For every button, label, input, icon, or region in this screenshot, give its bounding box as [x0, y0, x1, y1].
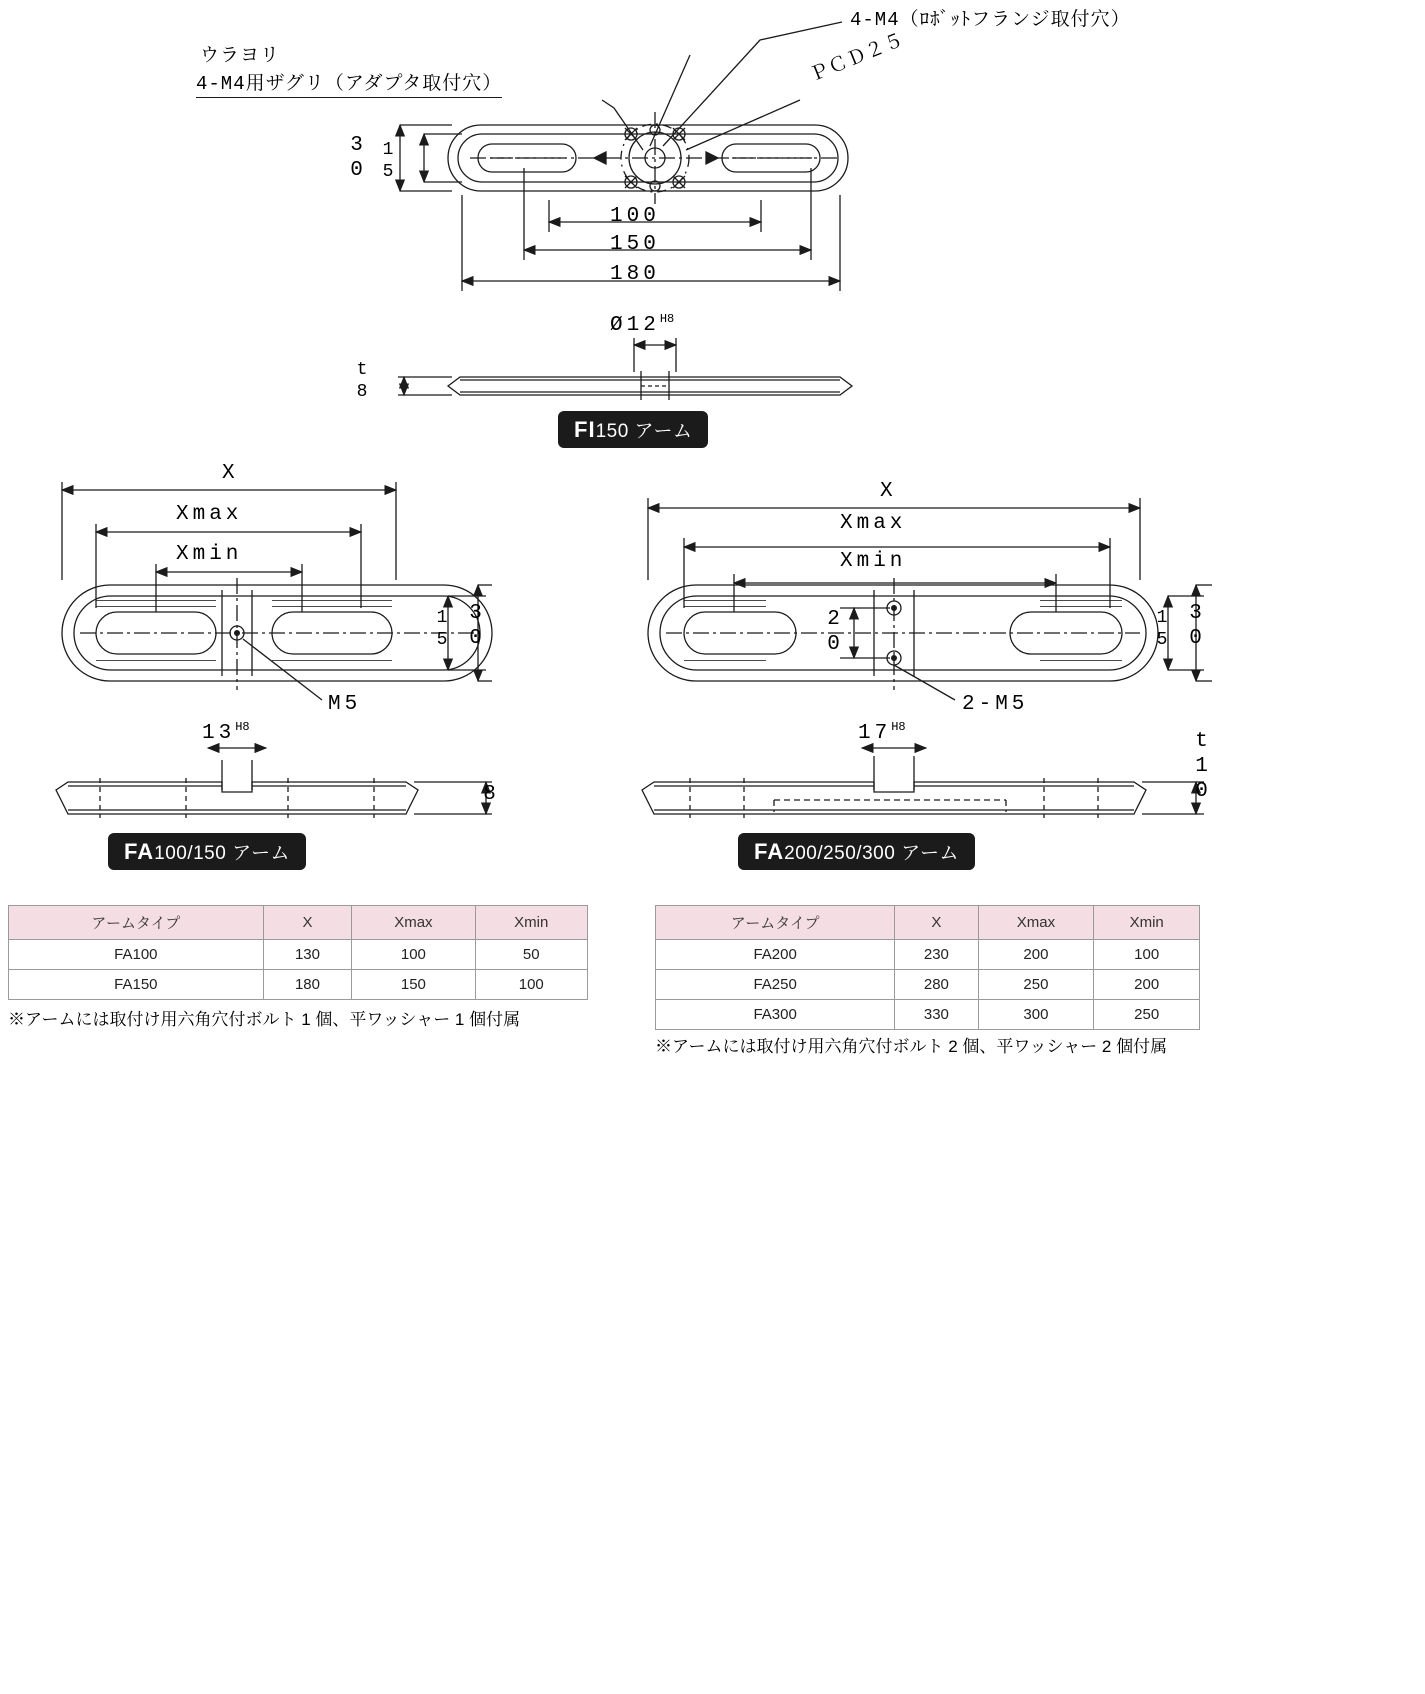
callout-pcd: ＰＣＤ２５	[806, 29, 908, 88]
cell-x: 330	[895, 1000, 978, 1030]
view-tag-fa100-150-prefix: FA	[124, 839, 155, 864]
table-row	[656, 970, 1200, 1000]
dim-right-xmin: Xmin	[840, 550, 907, 573]
col-x: X	[895, 906, 978, 940]
dim-left-thickness: 8	[478, 783, 501, 808]
dim-top-thickness: t8	[352, 360, 372, 404]
cell-x: 280	[895, 970, 978, 1000]
spec-table-right	[655, 905, 1200, 1030]
view-tag-fa200-300-prefix: FA	[754, 839, 785, 864]
col-xmax: Xmax	[352, 906, 475, 940]
dim-right-x: X	[880, 480, 897, 503]
dim-right-30: 30	[1184, 602, 1207, 652]
col-arm-type: アームタイプ	[9, 906, 264, 940]
dim-left-slot-fit: H8	[235, 720, 250, 734]
dim-left-slot	[202, 720, 250, 745]
dim-left-xmin: Xmin	[176, 543, 243, 566]
table-row	[656, 940, 1200, 970]
dim-left-x: X	[222, 462, 239, 485]
dim-right-15: 15	[1152, 608, 1172, 652]
dim-top-30: 30	[345, 134, 368, 184]
cell-xmax: 200	[978, 940, 1094, 970]
cell-arm-type: FA300	[656, 1000, 895, 1030]
cell-xmax: 250	[978, 970, 1094, 1000]
dim-right-slot-fit: H8	[891, 720, 906, 734]
col-arm-type: アームタイプ	[656, 906, 895, 940]
dim-left-30: 30	[464, 602, 487, 652]
footnote-left: ※アームには取付け用六角穴付ボルト 1 個、平ワッシャー 1 個付属	[8, 1010, 521, 1029]
dim-bore-fit: H8	[659, 312, 675, 326]
table-header-row	[656, 906, 1200, 940]
dim-bore-value: Ø12	[610, 314, 660, 337]
col-xmin: Xmin	[475, 906, 587, 940]
dim-bore	[610, 312, 674, 337]
col-xmin: Xmin	[1094, 906, 1200, 940]
dim-left-slot-value: 13	[202, 722, 236, 745]
dim-top-180: 180	[610, 263, 660, 286]
dim-right-2m5: 2-M5	[962, 693, 1029, 716]
table-row	[9, 970, 588, 1000]
table-row	[9, 940, 588, 970]
view-tag-fa100-150	[108, 833, 306, 870]
cell-xmin: 100	[475, 970, 587, 1000]
cell-arm-type: FA250	[656, 970, 895, 1000]
col-xmax: Xmax	[978, 906, 1094, 940]
cell-x: 130	[263, 940, 352, 970]
view-tag-fi150-prefix: FI	[574, 417, 596, 442]
cell-arm-type: FA100	[9, 940, 264, 970]
cell-xmax: 100	[352, 940, 475, 970]
table-row	[656, 1000, 1200, 1030]
dim-right-slot-value: 17	[858, 722, 892, 745]
dim-left-xmax: Xmax	[176, 503, 243, 526]
cell-xmin: 250	[1094, 1000, 1200, 1030]
dim-right-thickness: t10	[1190, 730, 1213, 805]
dim-top-100: 100	[610, 205, 660, 228]
dim-top-15: 15	[378, 140, 398, 184]
footnote-right: ※アームには取付け用六角穴付ボルト 2 個、平ワッシャー 2 個付属	[655, 1037, 1168, 1056]
view-tag-fi150	[558, 411, 708, 448]
dim-left-15: 15	[432, 608, 452, 652]
callout-m4-flange: 4-M4（ﾛﾎﾞｯﾄフランジ取付穴）	[850, 9, 1131, 31]
dim-right-xmax: Xmax	[840, 512, 907, 535]
callout-ura-yori: ウラヨリ	[200, 45, 281, 67]
cell-xmin: 50	[475, 940, 587, 970]
cell-xmax: 150	[352, 970, 475, 1000]
cell-arm-type: FA200	[656, 940, 895, 970]
dim-left-m5: M5	[328, 693, 362, 716]
cell-xmax: 300	[978, 1000, 1094, 1030]
cell-x: 180	[263, 970, 352, 1000]
cell-xmin: 200	[1094, 970, 1200, 1000]
cell-arm-type: FA150	[9, 970, 264, 1000]
dim-right-slot	[858, 720, 906, 745]
spec-table-left	[8, 905, 588, 1000]
dim-top-150: 150	[610, 233, 660, 256]
view-tag-fa200-300	[738, 833, 975, 870]
cell-xmin: 100	[1094, 940, 1200, 970]
view-tag-fi150-suffix: 150 アーム	[595, 421, 693, 442]
cell-x: 230	[895, 940, 978, 970]
dim-right-20: 20	[822, 608, 845, 658]
table-header-row	[9, 906, 588, 940]
col-x: X	[263, 906, 352, 940]
view-tag-fa200-300-suffix: 200/250/300 アーム	[784, 843, 959, 864]
view-tag-fa100-150-suffix: 100/150 アーム	[154, 843, 291, 864]
callout-counterbore: 4-M4用ザグリ（アダプタ取付穴）	[196, 68, 502, 98]
